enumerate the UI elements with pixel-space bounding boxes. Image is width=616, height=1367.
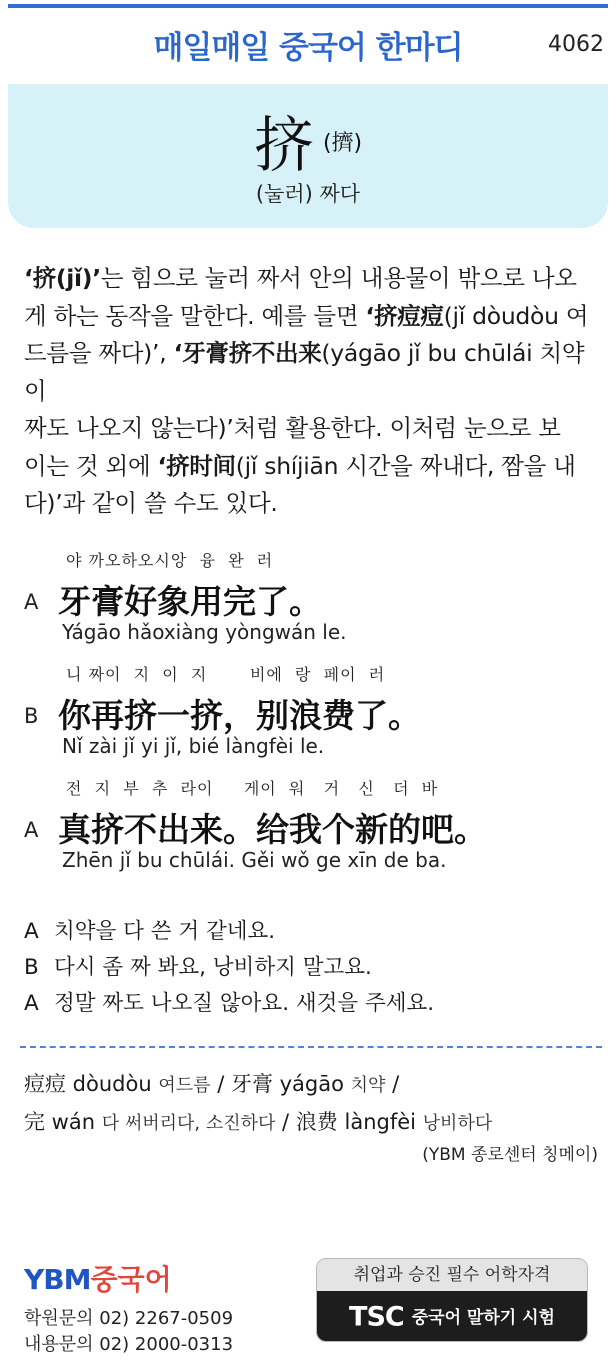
author-credit: (YBM 종로센터 칭메이) bbox=[422, 1145, 598, 1165]
dialogue-line bbox=[0, 662, 616, 772]
vocab-separator: / bbox=[275, 1110, 296, 1134]
section-divider bbox=[20, 1046, 602, 1048]
ybm-logo-subtext: 중국어 bbox=[90, 1263, 172, 1296]
translation-block bbox=[24, 914, 602, 1022]
vocab-meaning: 치약 bbox=[350, 1075, 386, 1096]
vocabulary-notes bbox=[24, 1066, 602, 1142]
speaker-label: A bbox=[24, 818, 39, 842]
highlighted-expression: ‘挤痘痘 bbox=[365, 301, 444, 330]
explanation-text: 이는 것 외에 bbox=[24, 451, 158, 480]
tsc-banner bbox=[316, 1258, 588, 1342]
headword-gloss: (눌러) 짜다 bbox=[255, 182, 361, 206]
vocab-meaning: 낭비하다 bbox=[422, 1113, 493, 1134]
translation-line bbox=[24, 986, 602, 1022]
ybm-contact bbox=[24, 1258, 233, 1358]
tsc-logo-bar bbox=[317, 1291, 587, 1342]
explanation-line bbox=[24, 335, 602, 410]
highlighted-expression: ‘牙膏挤不出来 bbox=[173, 339, 322, 367]
speaker-label: B bbox=[24, 704, 39, 728]
speaker-label: A bbox=[24, 991, 39, 1016]
ybm-logo bbox=[24, 1258, 233, 1298]
explanation-text: (jǐ dòudòu 여 bbox=[443, 301, 589, 330]
translation-text: 정말 짜도 나오질 않아요. 새것을 주세요. bbox=[54, 991, 435, 1016]
dialogue-line bbox=[0, 776, 616, 886]
chinese-sentence: 真挤不出来。给我个新的吧。 bbox=[58, 810, 487, 849]
explanation-text: 게 하는 동작을 말한다. 예를 들면 bbox=[24, 301, 366, 330]
header bbox=[0, 18, 616, 78]
translation-text: 치약을 다 쓴 거 같네요. bbox=[54, 919, 276, 944]
explanation-text: 드름을 짜다)’, bbox=[24, 339, 174, 367]
vocab-term: 牙膏 yágāo bbox=[230, 1072, 344, 1096]
headword-traditional: (擠) bbox=[322, 130, 363, 156]
korean-pronunciation: 전 지 부 추 라이 게이 워 거 신 더 바 bbox=[66, 779, 439, 798]
vocab-meaning: 여드름 bbox=[158, 1075, 211, 1096]
explanation-paragraph bbox=[24, 260, 602, 523]
explanation-line bbox=[24, 410, 602, 448]
explanation-text: 다)’과 같이 쓸 수도 있다. bbox=[24, 489, 278, 517]
tsc-title: 중국어 말하기 시험 bbox=[411, 1307, 555, 1328]
headword-row bbox=[8, 98, 608, 184]
explanation-text: (yágāo jǐ bu chūlái 치약이 bbox=[24, 339, 585, 405]
headword-panel bbox=[8, 84, 608, 228]
pinyin-line: Nǐ zài jǐ yi jǐ, bié làngfèi le. bbox=[62, 734, 325, 758]
vocab-term: 痘痘 dòudòu bbox=[24, 1072, 152, 1096]
speaker-label: A bbox=[24, 590, 39, 614]
content-phone: 내용문의 02) 2000-0313 bbox=[24, 1334, 234, 1355]
explanation-text: 짜도 나오지 않는다)’처럼 활용한다. 이처럼 눈으로 보 bbox=[24, 414, 561, 442]
pinyin-line: Yágāo hǎoxiàng yòngwán le. bbox=[62, 620, 347, 644]
translation-line bbox=[24, 914, 602, 950]
headword-hanzi: 挤 bbox=[253, 111, 314, 181]
speaker-label: B bbox=[24, 955, 39, 980]
korean-pronunciation: 니 짜이 지 이 지 비에 랑 페이 러 bbox=[66, 665, 386, 684]
tsc-tagline: 취업과 승진 필수 어학자격 bbox=[317, 1259, 587, 1291]
issue-number: 4062 bbox=[548, 32, 604, 57]
explanation-text: (jǐ shíjiān 시간을 짜내다, 짬을 내 bbox=[235, 451, 576, 480]
korean-pronunciation: 야 까오하오시앙 융 완 러 bbox=[66, 551, 274, 570]
vocab-line bbox=[24, 1104, 602, 1142]
highlighted-expression: ‘挤(jǐ)’ bbox=[24, 264, 101, 292]
dialogue-line bbox=[0, 548, 616, 658]
explanation-line bbox=[24, 260, 602, 298]
translation-line bbox=[24, 950, 602, 986]
vocab-meaning: 다 써버리다, 소진하다 bbox=[101, 1113, 276, 1134]
explanation-line bbox=[24, 298, 602, 336]
speaker-label: A bbox=[24, 919, 39, 944]
vocab-separator: / bbox=[210, 1072, 231, 1096]
series-title: 매일매일 중국어 한마디 bbox=[153, 30, 463, 66]
vocab-term: 浪费 làngfèi bbox=[295, 1110, 416, 1134]
translation-text: 다시 좀 짜 봐요, 낭비하지 말고요. bbox=[54, 955, 372, 980]
tsc-logo: TSC bbox=[349, 1301, 404, 1333]
ybm-logo-text: YBM bbox=[24, 1263, 91, 1296]
pinyin-line: Zhēn jǐ bu chūlái. Gěi wǒ ge xīn de ba. bbox=[62, 848, 447, 872]
vocab-line bbox=[24, 1066, 602, 1104]
vocab-term: 完 wán bbox=[24, 1110, 96, 1134]
highlighted-expression: ‘挤时间 bbox=[157, 451, 236, 480]
chinese-sentence: 你再挤一挤，别浪费了。 bbox=[58, 696, 421, 735]
top-rule bbox=[8, 4, 608, 8]
explanation-line bbox=[24, 448, 602, 486]
explanation-text: 는 힘으로 눌러 짜서 안의 내용물이 밖으로 나오 bbox=[100, 264, 577, 292]
vocab-separator: / bbox=[385, 1072, 400, 1096]
chinese-sentence: 牙膏好象用完了。 bbox=[58, 582, 322, 621]
explanation-line bbox=[24, 485, 602, 523]
academy-phone: 학원문의 02) 2267-0509 bbox=[24, 1308, 234, 1329]
